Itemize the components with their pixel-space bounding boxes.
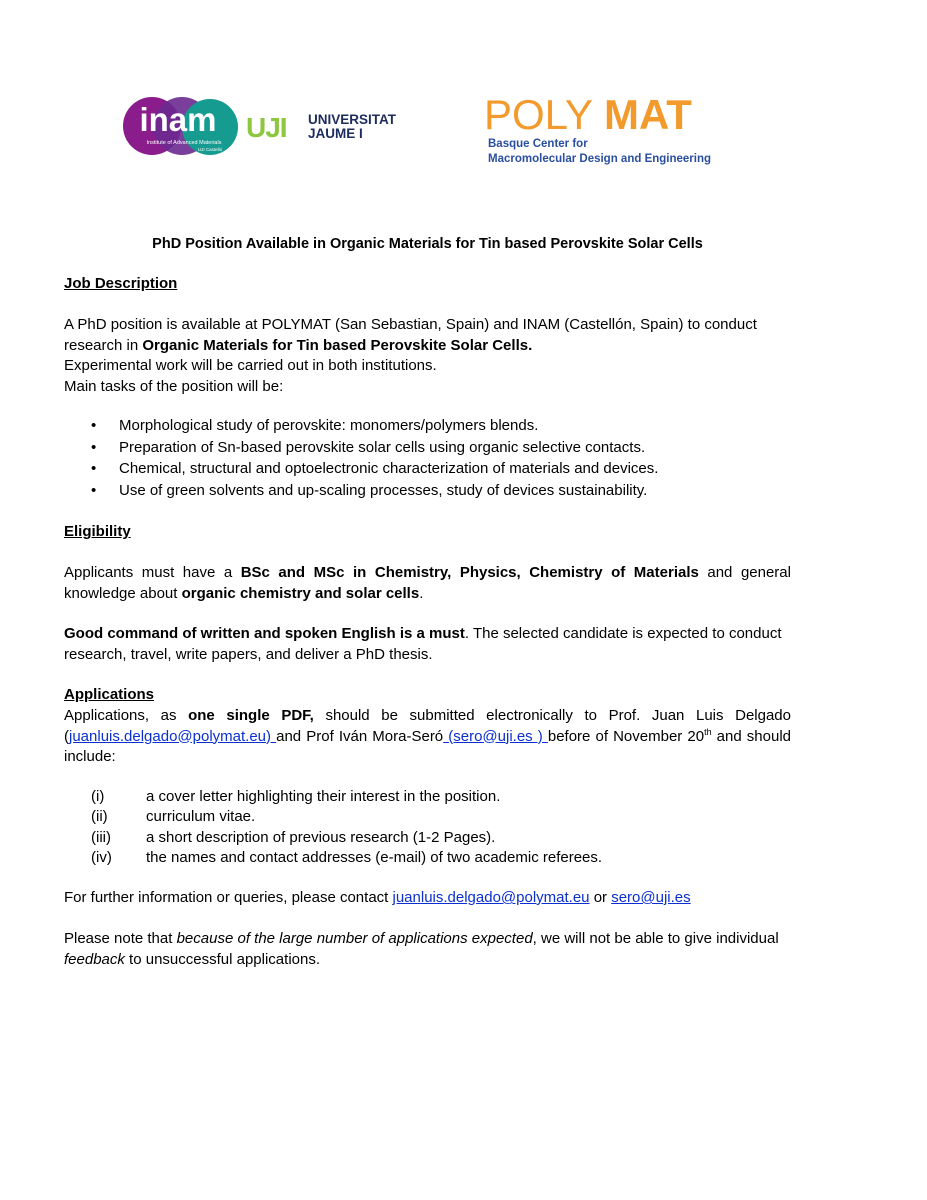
list-item: • Preparation of Sn-based perovskite solar cells using organic selective contacts. (64, 438, 791, 460)
contact-paragraph: For further information or queries, please contact juanluis.delgado@polymat.eu or sero@uji.es (64, 889, 691, 906)
email-link-sero[interactable]: (sero@uji.es ) (443, 727, 548, 745)
job-description-text (64, 315, 791, 397)
uji-logo-line1: UNIVERSITAT (308, 112, 396, 127)
job-institutions-line: Experimental work will be carried out in both institutions. (64, 357, 437, 374)
bullet-icon: • (91, 438, 97, 456)
eligibility-paragraph: Applicants must have a BSc and MSc in Chemistry, Physics, Chemistry of Materials and general knowledge about organic chemistry and solar cells. (64, 564, 791, 602)
requirements-list (64, 787, 791, 868)
list-item: (iii) a short description of previous research (1-2 Pages). (91, 828, 496, 846)
inam-logo (122, 97, 240, 157)
job-tasks-intro: Main tasks of the position will be: (64, 377, 284, 395)
page-title: PhD Position Available in Organic Materials for Tin based Perovskite Solar Cells (152, 236, 703, 252)
polymat-logo (484, 92, 719, 167)
polymat-logo-line2: Macromolecular Design and Engineering (488, 153, 712, 165)
inam-logo-subtitle: Institute of Advanced Materials (146, 140, 222, 146)
inam-logo-text: inam (139, 101, 217, 138)
contact-email-sero[interactable]: sero@uji.es (611, 889, 691, 906)
bullet-icon: • (91, 460, 97, 477)
contact-email-delgado[interactable]: juanluis.delgado@polymat.eu (392, 889, 590, 906)
uji-logo-line2: JAUME I (308, 126, 363, 141)
uji-logo (246, 110, 396, 142)
list-item: • Use of green solvents and up-scaling processes, study of devices sustainability. (64, 481, 791, 503)
note-paragraph: Please note that because of the large number of applications expected, we will not be able to give individual feedback to unsuccessful applications. (64, 930, 779, 968)
inam-logo-subtitle-2: UJI Castelló (197, 147, 223, 152)
list-item: (iv) the names and contact addresses (e-mail) of two academic referees. (91, 848, 603, 866)
list-item: (ii) curriculum vitae. (91, 808, 256, 826)
tasks-list (64, 416, 791, 502)
polymat-logo-mat: MAT (604, 92, 692, 138)
language-paragraph: Good command of written and spoken English is a must. The selected candidate is expected to conduct research, travel, write papers, and deliver a PhD thesis. (64, 625, 782, 663)
eligibility-heading: Eligibility (64, 523, 131, 540)
bullet-icon: • (91, 481, 97, 499)
polymat-logo-line1: Basque Center for (488, 138, 588, 150)
email-link-delgado[interactable]: juanluis.delgado@polymat.eu) (69, 727, 277, 745)
job-description-heading: Job Description (64, 275, 178, 292)
list-item: • Chemical, structural and optoelectronic characterization of materials and devices. (64, 459, 791, 481)
applications-heading: Applications (64, 686, 155, 703)
job-topic: Organic Materials for Tin based Perovskite Solar Cells. (142, 336, 533, 354)
job-intro-paragraph: A PhD position is available at POLYMAT (San Sebastian, Spain) and INAM (Castellón, Spain) to conduct research in Organic Materials for Tin based Perovskite Solar Cells. (64, 316, 757, 354)
list-item: • Morphological study of perovskite: monomers/polymers blends. (64, 416, 791, 438)
uji-logo-mark: UJI (246, 112, 287, 142)
polymat-logo-poly: POLY (484, 92, 593, 138)
applications-paragraph: Applications, as one single PDF, should be submitted electronically to Prof. Juan Luis Delgado (juanluis.delgado@polymat.eu) and Prof Iván Mora-Seró (sero@uji.es ) before of November 20th and should include: (64, 707, 791, 765)
bullet-icon: • (91, 417, 97, 434)
list-item: (i) a cover letter highlighting their interest in the position. (91, 788, 501, 805)
